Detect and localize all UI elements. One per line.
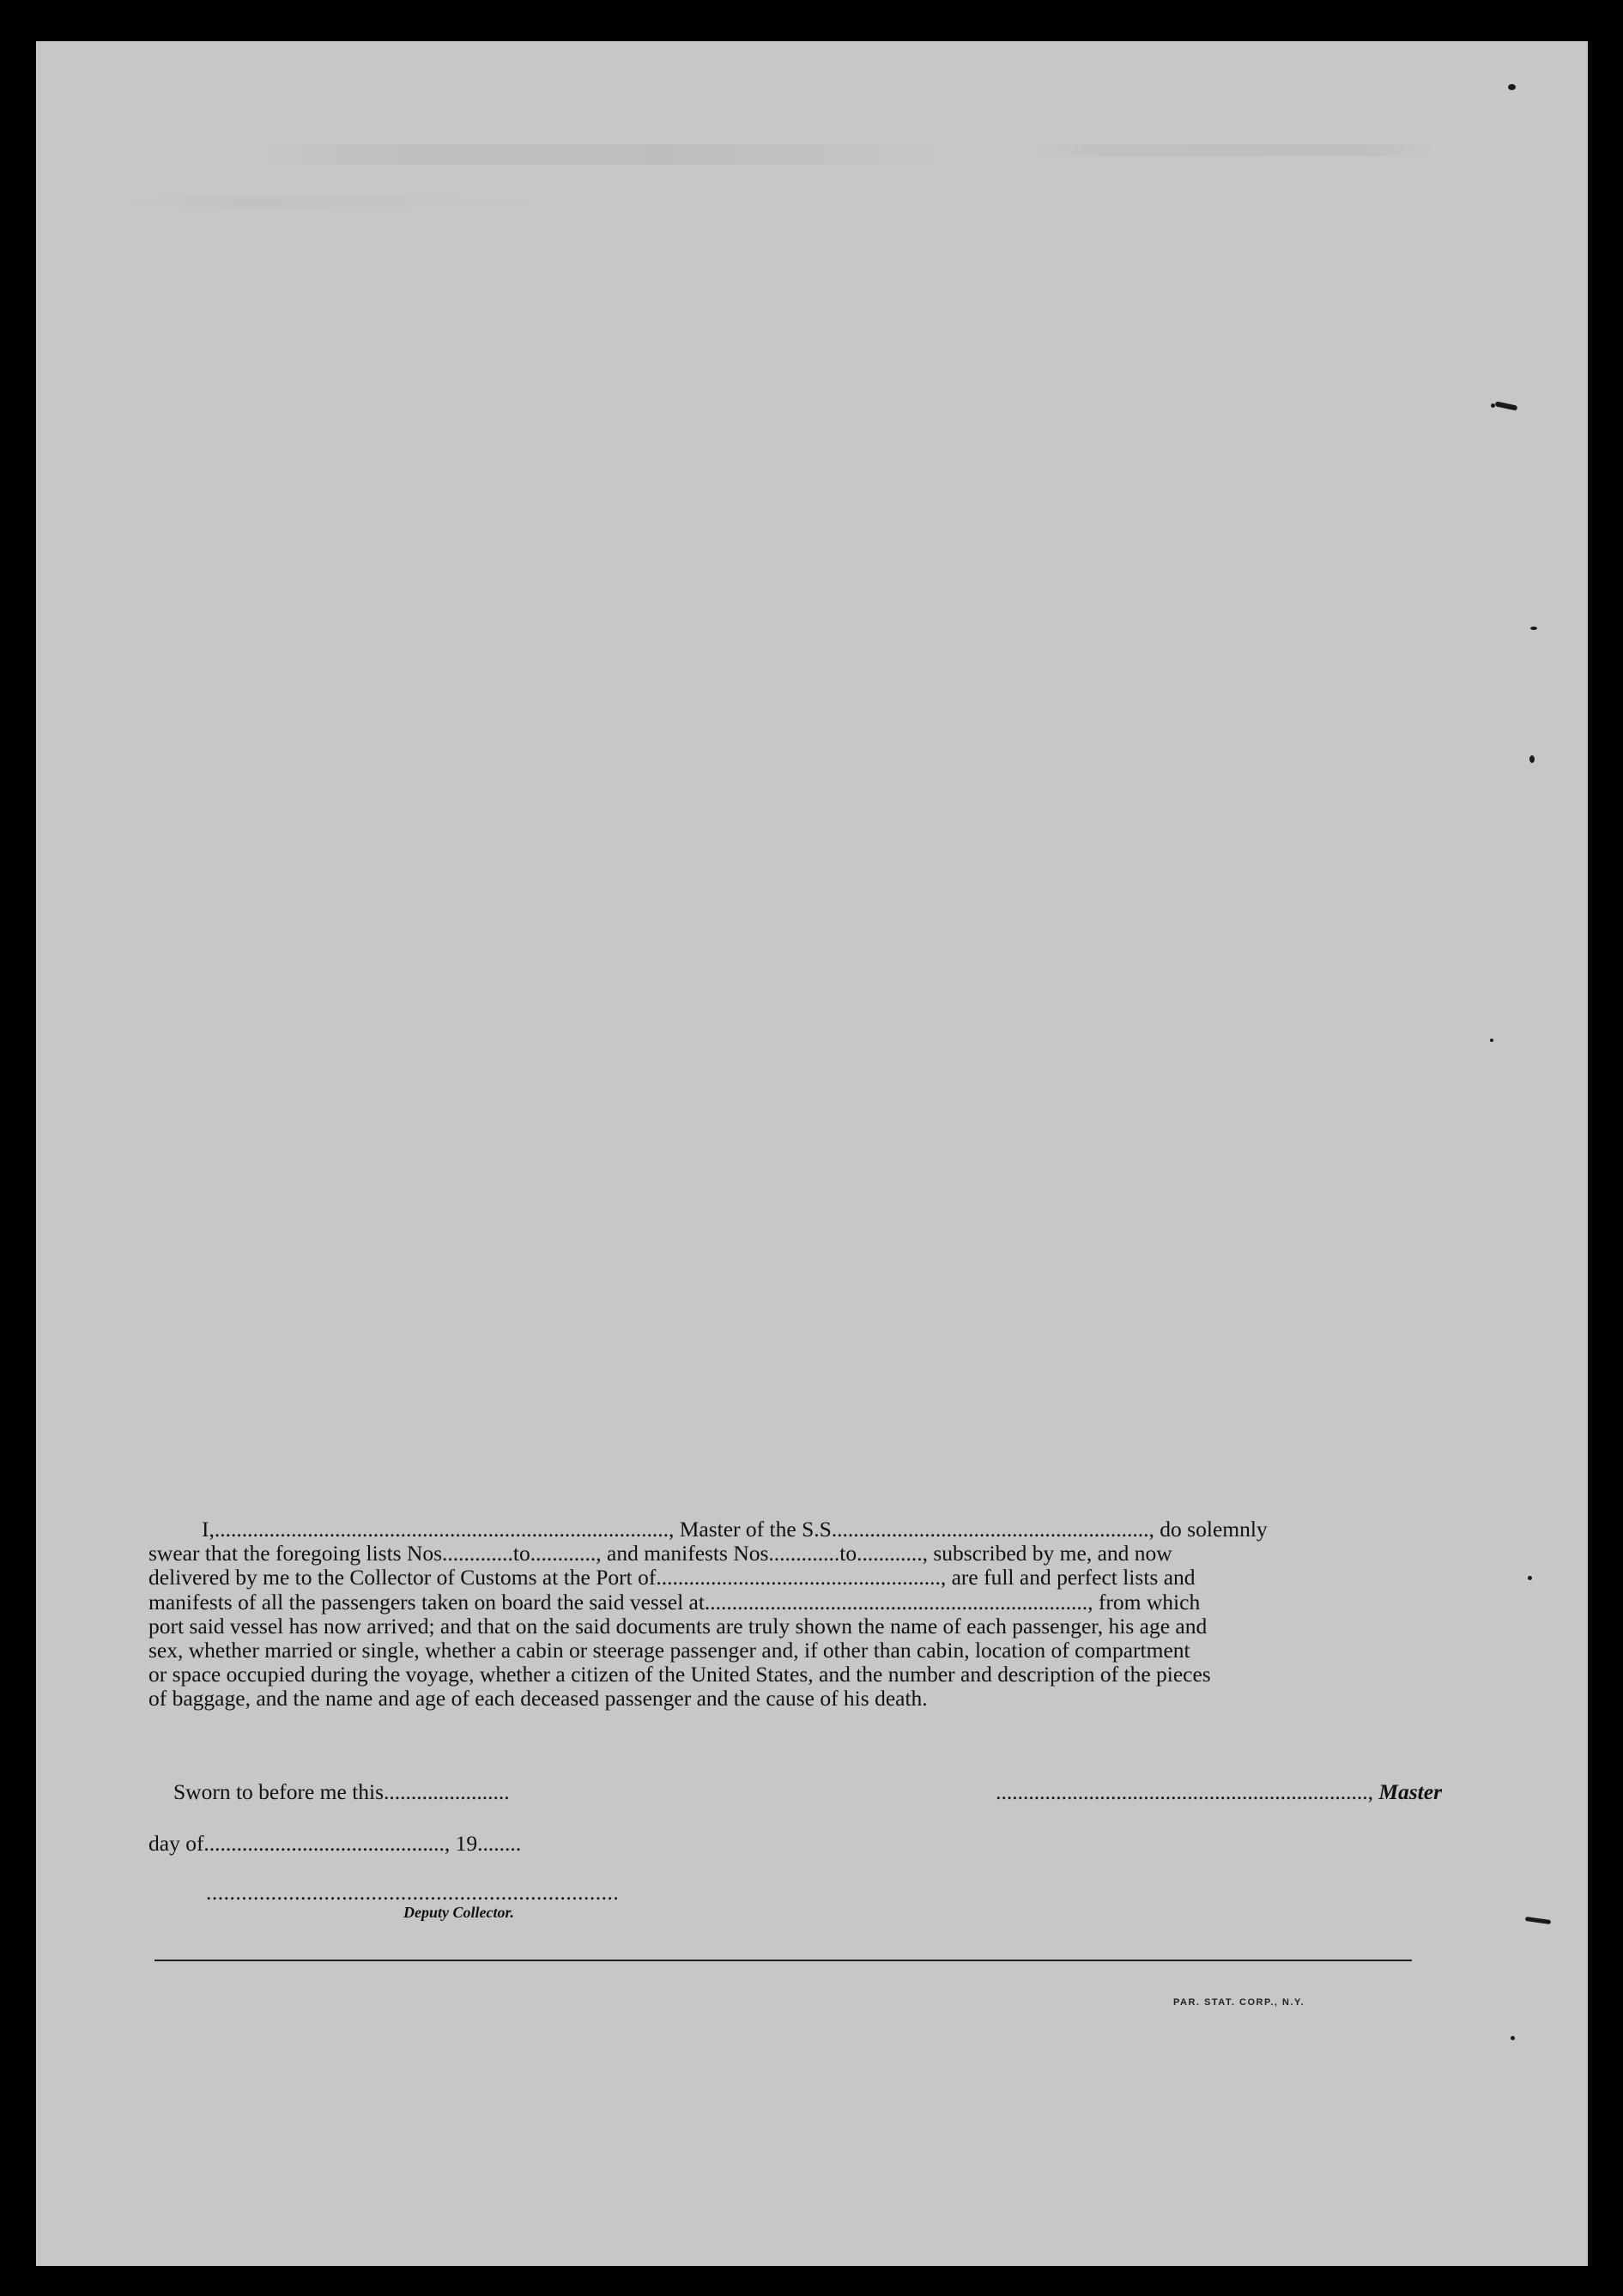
oath-line: or space occupied during the voyage, whether a citizen of the United States, and the number and description of the pieces bbox=[148, 1662, 1211, 1687]
master-signature-line bbox=[996, 1779, 1442, 1805]
oath-line: port said vessel has now arrived; and that on the said documents are truly shown the name of each passenger, his age and bbox=[148, 1613, 1208, 1639]
oath-line: sex, whether married or single, whether a cabin or steerage passenger and, if other than cabin, location of compartment bbox=[148, 1638, 1190, 1663]
oath-line: I,..................................................................................., Master of the S.S.........................................................., do solemnly bbox=[202, 1517, 1268, 1542]
sworn-before-line: Sworn to before me this....................... bbox=[173, 1779, 510, 1804]
scan-speck bbox=[1508, 84, 1516, 90]
show-through-text bbox=[259, 144, 946, 165]
scan-speck bbox=[1529, 755, 1535, 763]
deputy-signature-dots: ...................................................................... bbox=[206, 1880, 620, 1905]
printer-mark: PAR. STAT. CORP., N.Y. bbox=[1173, 1997, 1305, 2008]
scan-speck bbox=[1530, 627, 1537, 630]
oath-line: manifests of all the passengers taken on board the said vessel at......................................................................, from which bbox=[148, 1589, 1201, 1614]
manifest-page bbox=[36, 41, 1588, 2266]
show-through-text bbox=[122, 196, 551, 208]
oath-paragraph bbox=[148, 1518, 1462, 1711]
deputy-collector-label: Deputy Collector. bbox=[403, 1904, 514, 1921]
scan-speck bbox=[1525, 1917, 1551, 1924]
oath-line: swear that the foregoing lists Nos.............to............, and manifests Nos.............to............, subscribed by me, and now bbox=[148, 1541, 1172, 1566]
oath-line: of baggage, and the name and age of each deceased passenger and the cause of his death. bbox=[148, 1686, 928, 1711]
scan-speck bbox=[1511, 2036, 1515, 2040]
master-signature-dots: ...................................................................., bbox=[996, 1779, 1373, 1804]
scan-speck bbox=[1490, 1039, 1493, 1042]
horizontal-rule bbox=[154, 1960, 1412, 1961]
show-through-text bbox=[1032, 144, 1435, 156]
day-of-line: day of............................................, 19........ bbox=[148, 1831, 522, 1856]
master-label: Master bbox=[1378, 1779, 1442, 1804]
scan-speck bbox=[1528, 1576, 1532, 1580]
scan-speck bbox=[1495, 401, 1518, 410]
oath-line: delivered by me to the Collector of Customs at the Port of...................................................., are full and perfect lists and bbox=[148, 1565, 1196, 1590]
